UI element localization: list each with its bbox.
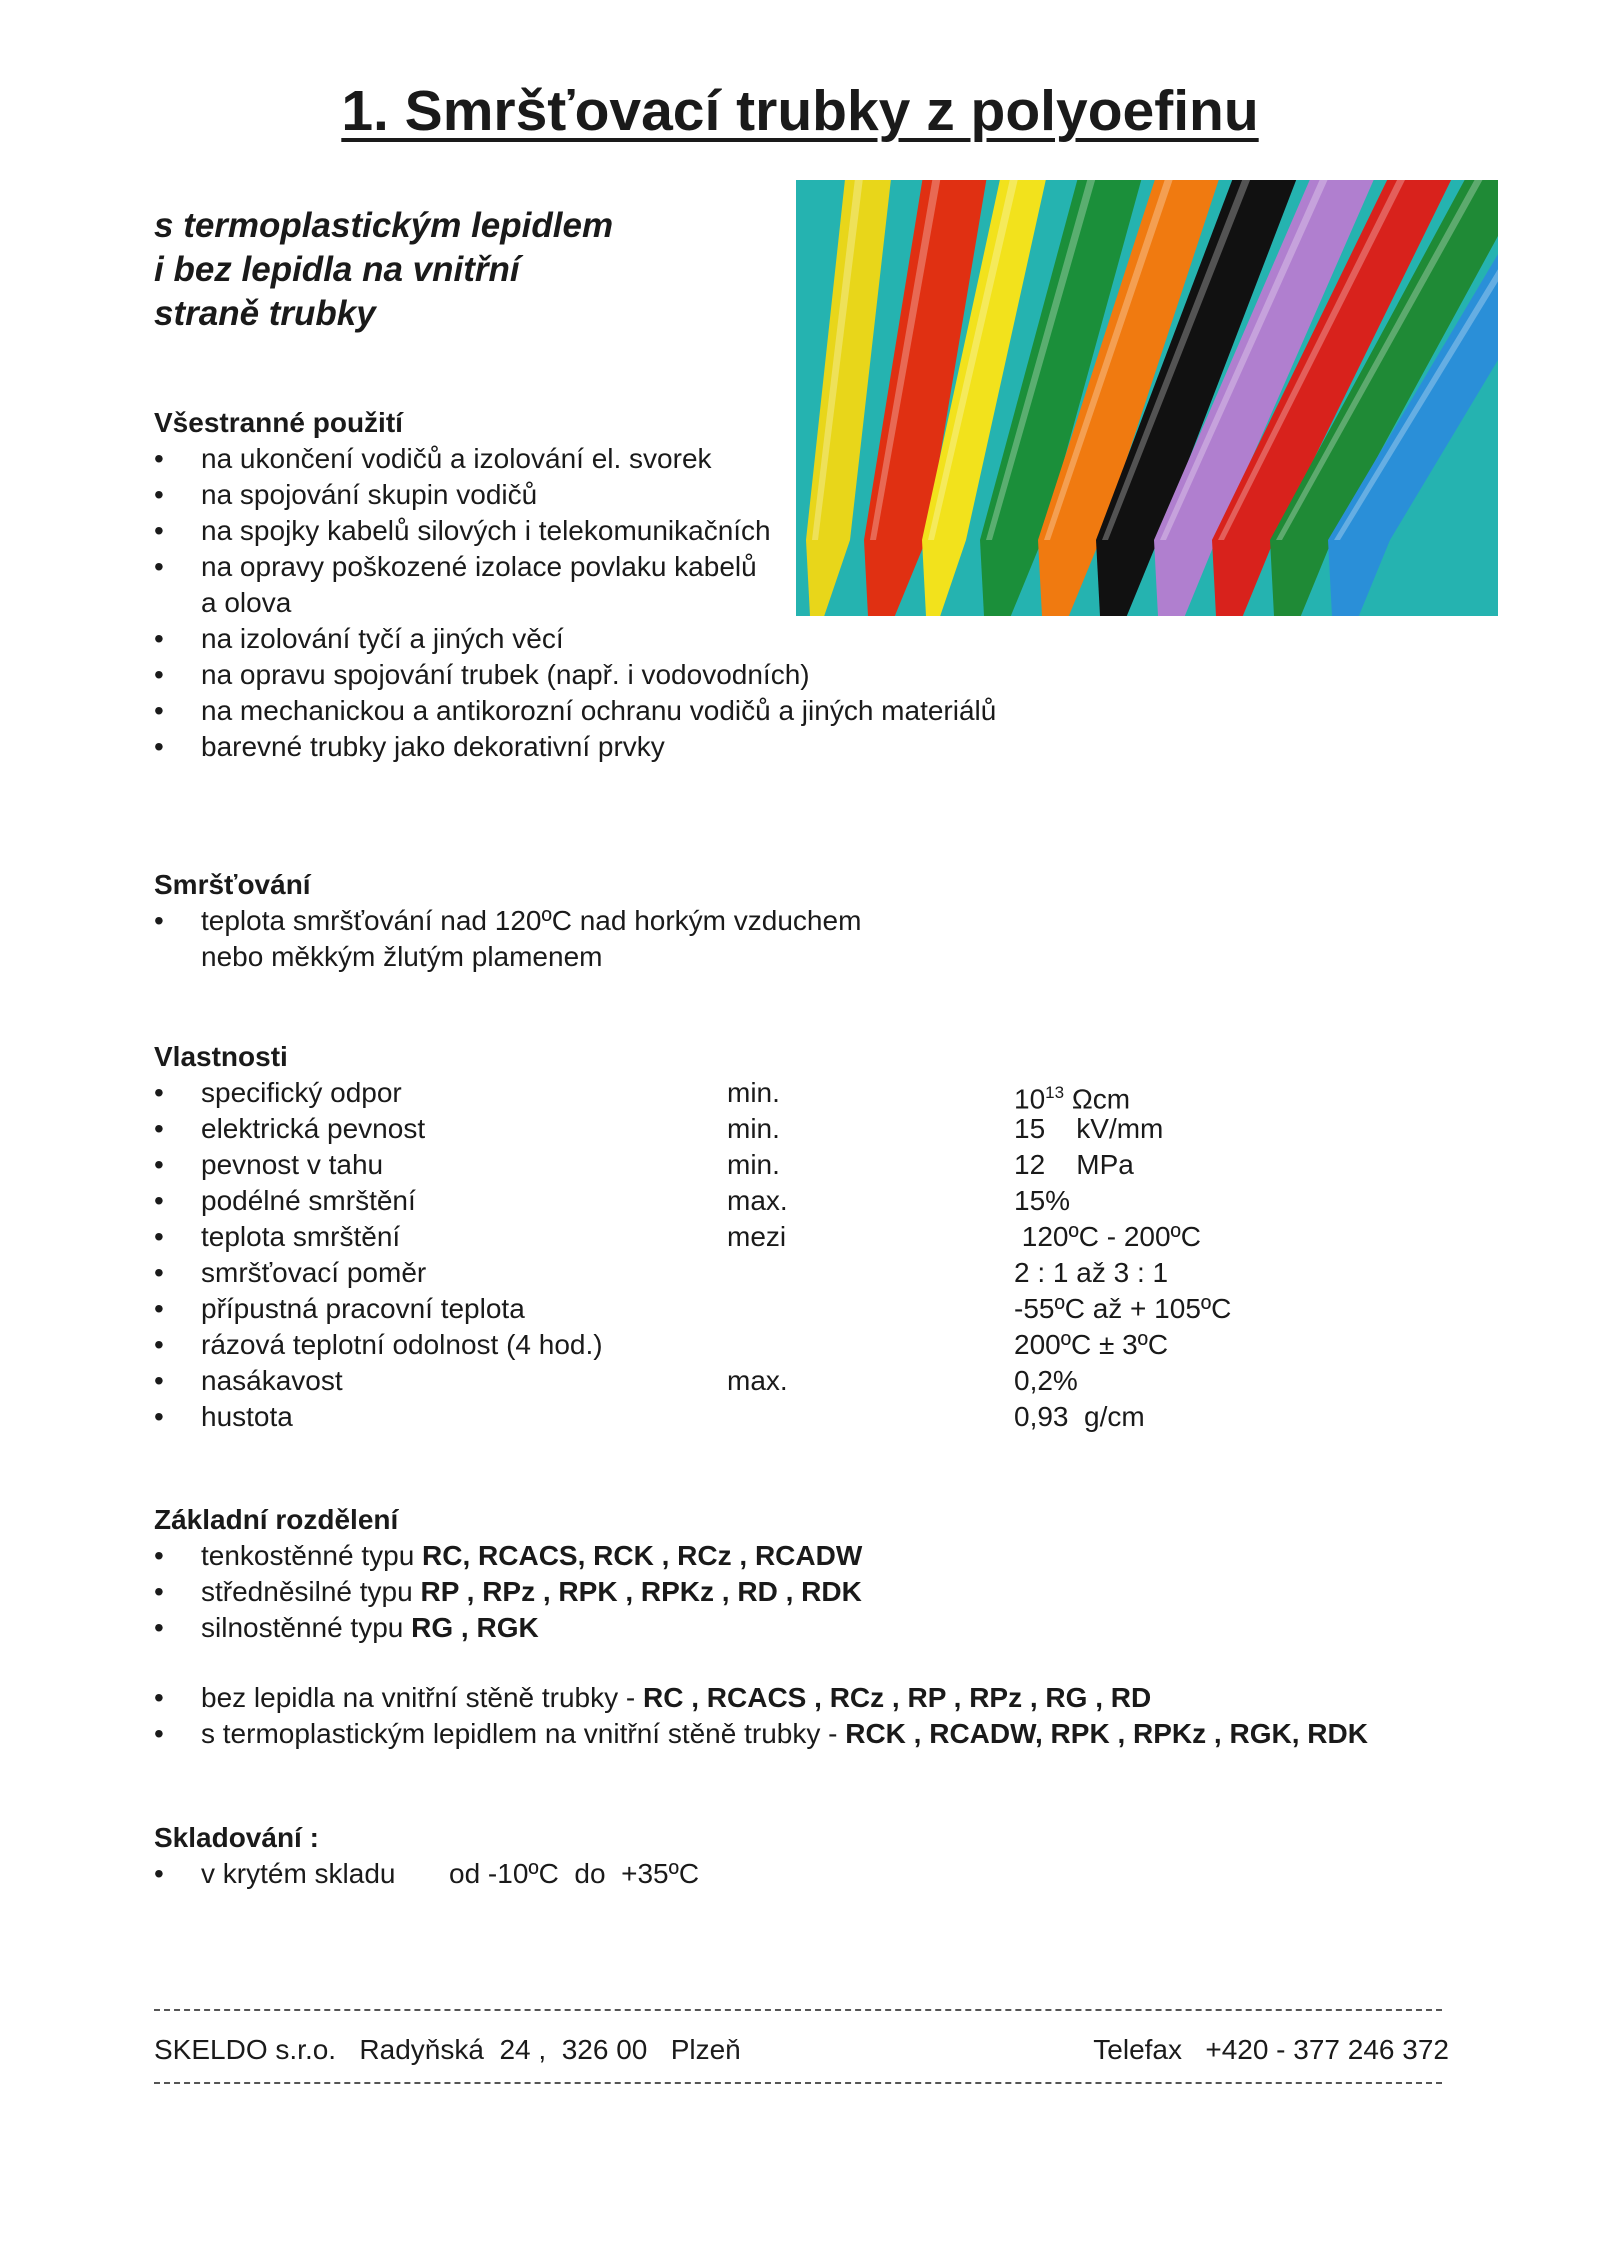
divider bbox=[154, 2082, 1442, 2084]
list-item: • na spojky kabelů silových i telekomunikačních bbox=[154, 513, 774, 549]
adhesive-types-list bbox=[154, 1680, 1474, 1752]
shrinking-list bbox=[154, 903, 914, 975]
subtitle-line: straně trubky bbox=[154, 294, 376, 333]
property-value: 120ºC - 200ºC bbox=[1014, 1221, 1201, 1252]
type-codes: RP , RPz , RPK , RPKz , RD , RDK bbox=[420, 1576, 862, 1607]
type-codes: RC , RCACS , RCz , RP , RPz , RG , RD bbox=[643, 1682, 1152, 1713]
property-name: smršťovací poměr bbox=[201, 1257, 427, 1288]
property-qualifier: min. bbox=[727, 1149, 780, 1180]
list-item: • na spojování skupin vodičů bbox=[154, 477, 774, 513]
property-row: • nasákavost max. 0,2% bbox=[154, 1363, 1474, 1399]
property-value: -55ºC až + 105ºC bbox=[1014, 1293, 1232, 1324]
property-name: teplota smrštění bbox=[201, 1221, 401, 1252]
property-name: hustota bbox=[201, 1401, 293, 1432]
subtitle bbox=[154, 204, 754, 336]
property-qualifier: mezi bbox=[727, 1221, 787, 1252]
property-row: • podélné smrštění max. 15% bbox=[154, 1183, 1474, 1219]
subtitle-line: s termoplastickým lepidlem bbox=[154, 206, 614, 245]
uses-heading: Všestranné použití bbox=[154, 407, 403, 438]
company-address: SKELDO s.r.o. Radyňská 24 , 326 00 Plzeň bbox=[154, 2034, 741, 2065]
list-item: • s termoplastickým lepidlem na vnitřní stěně trubky - RCK , RCADW, RPK , RPKz , RGK, RDK bbox=[154, 1716, 1474, 1752]
type-codes: RCK , RCADW, RPK , RPKz , RGK, RDK bbox=[845, 1718, 1368, 1749]
property-row: • smršťovací poměr 2 : 1 až 3 : 1 bbox=[154, 1255, 1474, 1291]
wall-types-list bbox=[154, 1538, 1474, 1646]
page-title: 1. Smršťovací trubky z polyoefinu bbox=[341, 79, 1259, 143]
property-value: 2 : 1 až 3 : 1 bbox=[1014, 1257, 1169, 1288]
list-item: • bez lepidla na vnitřní stěně trubky - RC , RCACS , RCz , RP , RPz , RG , RD bbox=[154, 1680, 1474, 1716]
property-row: • rázová teplotní odolnost (4 hod.) 200ºC ± 3ºC bbox=[154, 1327, 1474, 1363]
property-value: $10^{13}$ Ωcm bbox=[1014, 1083, 1131, 1115]
property-row: • elektrická pevnost min. 15 kV/mm bbox=[154, 1111, 1474, 1147]
shrinking-heading: Smršťování bbox=[154, 869, 311, 900]
list-item: • tenkostěnné typu RC, RCACS, RCK , RCz , RCADW bbox=[154, 1538, 1474, 1574]
properties-table bbox=[154, 1075, 1474, 1435]
list-item: • středněsilné typu RP , RPz , RPK , RPKz , RD , RDK bbox=[154, 1574, 1474, 1610]
property-row: • teplota smrštění mezi 120ºC - 200ºC bbox=[154, 1219, 1474, 1255]
property-name: podélné smrštění bbox=[201, 1185, 416, 1216]
property-value: 12 MPa bbox=[1014, 1149, 1134, 1180]
property-row: • specifický odpor min. $10^{13}$ Ωcm bbox=[154, 1075, 1474, 1111]
property-value: 200ºC ± 3ºC bbox=[1014, 1329, 1169, 1360]
list-item: • v krytém skladu od -10ºC do +35ºC bbox=[154, 1856, 1474, 1892]
property-value: 15 kV/mm bbox=[1014, 1113, 1164, 1144]
property-name: přípustná pracovní teplota bbox=[201, 1293, 525, 1324]
storage-item: v krytém skladu bbox=[201, 1858, 396, 1889]
list-item: • teplota smršťování nad 120ºC nad horkým vzduchem nebo měkkým žlutým plamenem bbox=[154, 903, 914, 975]
property-name: rázová teplotní odolnost (4 hod.) bbox=[201, 1329, 603, 1360]
list-item: • na ukončení vodičů a izolování el. svorek bbox=[154, 441, 774, 477]
property-name: nasákavost bbox=[201, 1365, 343, 1396]
subtitle-line: i bez lepidla na vnitřní bbox=[154, 250, 520, 289]
property-row: • přípustná pracovní teplota -55ºC až + 105ºC bbox=[154, 1291, 1474, 1327]
property-name: specifický odpor bbox=[201, 1077, 402, 1108]
phone-number: Telefax +420 - 377 246 372 bbox=[1093, 2034, 1449, 2065]
property-name: elektrická pevnost bbox=[201, 1113, 426, 1144]
type-codes: RC, RCACS, RCK , RCz , RCADW bbox=[422, 1540, 863, 1571]
list-item: • barevné trubky jako dekorativní prvky bbox=[154, 729, 774, 765]
property-qualifier: min. bbox=[727, 1077, 780, 1108]
property-value: 0,2% bbox=[1014, 1365, 1078, 1396]
division-section bbox=[154, 1502, 1474, 1752]
list-item: • na opravy poškozené izolace povlaku kabelů a olova bbox=[154, 549, 774, 621]
storage-heading: Skladování : bbox=[154, 1822, 319, 1853]
division-heading: Základní rozdělení bbox=[154, 1504, 399, 1535]
list-item: • silnostěnné typu RG , RGK bbox=[154, 1610, 1474, 1646]
properties-section bbox=[154, 1039, 1474, 1435]
property-row: • pevnost v tahu min. 12 MPa bbox=[154, 1147, 1474, 1183]
property-name: pevnost v tahu bbox=[201, 1149, 384, 1180]
shrinking-section bbox=[154, 867, 1474, 975]
uses-list bbox=[154, 441, 997, 765]
property-qualifier: max. bbox=[727, 1185, 788, 1216]
storage-range: od -10ºC do +35ºC bbox=[449, 1858, 700, 1889]
storage-section bbox=[154, 1820, 1474, 1892]
uses-section bbox=[154, 405, 1474, 765]
list-item: • na opravu spojování trubek (např. i vodovodních) bbox=[154, 657, 774, 693]
property-value: 0,93 g/cm bbox=[1014, 1401, 1145, 1432]
property-value: 15% bbox=[1014, 1185, 1071, 1216]
type-codes: RG , RGK bbox=[411, 1612, 539, 1643]
properties-heading: Vlastnosti bbox=[154, 1041, 288, 1072]
property-qualifier: max. bbox=[727, 1365, 788, 1396]
divider bbox=[154, 2009, 1442, 2011]
property-row: • hustota 0,93 g/cm bbox=[154, 1399, 1474, 1435]
list-item: • na izolování tyčí a jiných věcí bbox=[154, 621, 774, 657]
property-qualifier: min. bbox=[727, 1113, 780, 1144]
list-item: • na mechanickou a antikorozní ochranu vodičů a jiných materiálů bbox=[154, 693, 774, 729]
